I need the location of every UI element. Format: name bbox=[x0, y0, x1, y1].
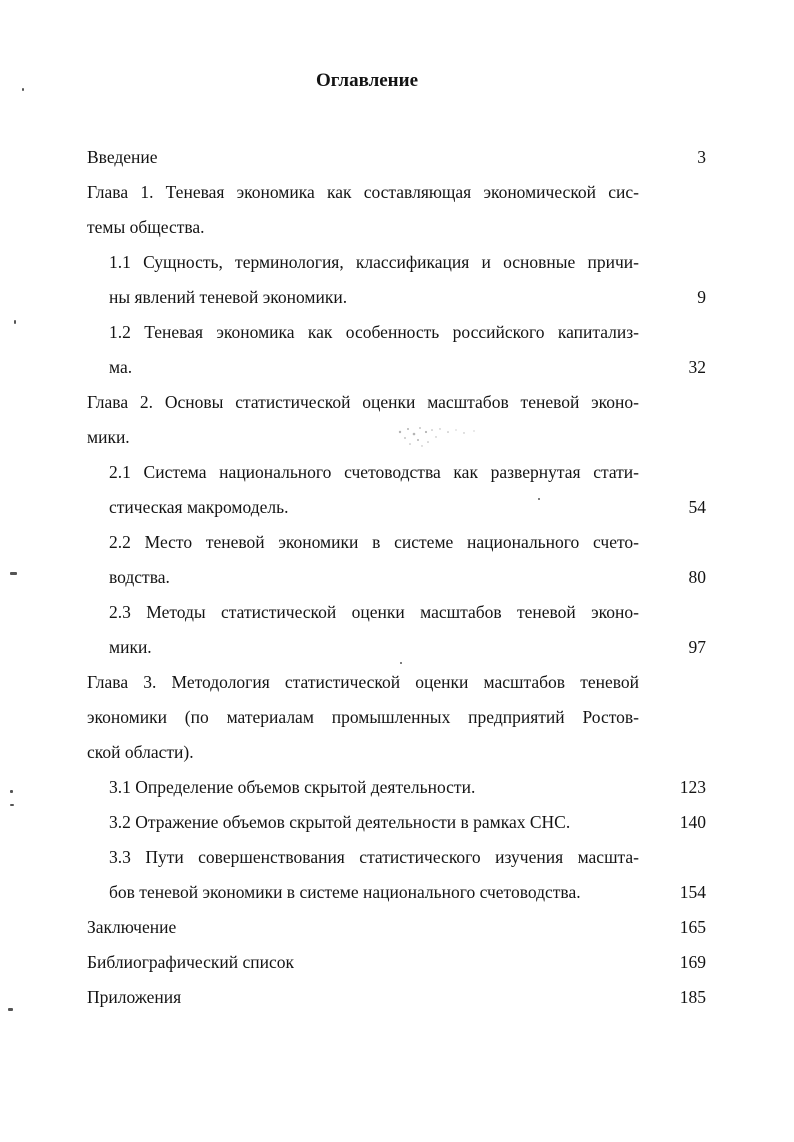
toc-page-number: 185 bbox=[679, 987, 706, 1007]
toc-entry-line: водства. bbox=[109, 567, 170, 587]
toc-entry-title bbox=[87, 910, 639, 945]
toc-subsection bbox=[87, 840, 706, 910]
scan-speck bbox=[10, 804, 14, 806]
toc-entry-line: Введение bbox=[87, 147, 158, 167]
toc-entry-line: 2.1 Система национального счетоводства как развернутая стати- bbox=[109, 462, 639, 482]
toc-entry-title bbox=[87, 945, 639, 980]
toc-subsection bbox=[87, 525, 706, 595]
scan-speck bbox=[14, 320, 16, 324]
toc-section bbox=[87, 665, 706, 770]
toc-section bbox=[87, 945, 706, 980]
scan-smudge bbox=[370, 420, 500, 460]
toc-section bbox=[87, 980, 706, 1015]
toc-page-number: 165 bbox=[679, 917, 706, 937]
toc-entry-line: 2.3 Методы статистической оценки масштабов теневой эконо- bbox=[109, 602, 639, 622]
toc-subsection bbox=[87, 245, 706, 315]
toc-entry-title bbox=[109, 525, 639, 595]
toc-subsection bbox=[87, 805, 706, 840]
toc-entry-line: 3.3 Пути совершенствования статистического изучения масшта- bbox=[109, 847, 639, 867]
toc-page-number: 97 bbox=[688, 637, 706, 657]
toc-subsection bbox=[87, 770, 706, 805]
toc-page-number: 32 bbox=[688, 357, 706, 377]
toc-page-number: 154 bbox=[679, 882, 706, 902]
toc-page-number: 169 bbox=[679, 952, 706, 972]
toc-entry-title bbox=[87, 385, 639, 455]
scan-speck bbox=[400, 662, 402, 664]
toc-entry-title bbox=[109, 245, 639, 315]
toc-entry-line: бов теневой экономики в системе национального счетоводства. bbox=[109, 882, 581, 902]
toc-section bbox=[87, 140, 706, 175]
toc-entry-title bbox=[109, 840, 639, 910]
toc-page-number: 9 bbox=[697, 287, 706, 307]
scan-speck bbox=[10, 790, 13, 793]
toc-entry-title bbox=[109, 770, 639, 805]
toc-entry-title bbox=[87, 175, 639, 245]
toc-entry-line: Глава 3. Методология статистической оценки масштабов теневой bbox=[87, 672, 639, 692]
toc-entry-line: мики. bbox=[87, 427, 130, 447]
scan-speck bbox=[22, 88, 24, 91]
toc-section bbox=[87, 175, 706, 245]
toc-entry-title bbox=[87, 665, 639, 770]
toc-entry-line: Глава 1. Теневая экономика как составляющая экономической сис- bbox=[87, 182, 639, 202]
toc-entry-title bbox=[109, 455, 639, 525]
toc-entry-line: ны явлений теневой экономики. bbox=[109, 287, 348, 307]
toc-entry-line: Заключение bbox=[87, 917, 177, 937]
toc-entry-title bbox=[109, 805, 639, 840]
toc-page-number: 54 bbox=[688, 497, 706, 517]
toc-entry-line: Библиографический список bbox=[87, 952, 295, 972]
toc-entry-title bbox=[109, 595, 639, 665]
toc-entry-line: ма. bbox=[109, 357, 133, 377]
toc-entry-line: 2.2 Место теневой экономики в системе национального счето- bbox=[109, 532, 639, 552]
toc-section bbox=[87, 910, 706, 945]
toc-page-number: 123 bbox=[679, 777, 706, 797]
toc-page-number: 80 bbox=[688, 567, 706, 587]
toc-entry-line: экономики (по материалам промышленных предприятий Ростов- bbox=[87, 707, 639, 727]
toc-entry-line: Приложения bbox=[87, 987, 182, 1007]
toc-entry-line: темы общества. bbox=[87, 217, 205, 237]
toc-subsection bbox=[87, 315, 706, 385]
toc-page-number: 140 bbox=[679, 812, 706, 832]
toc-entry-line: Глава 2. Основы статистической оценки масштабов теневой эконо- bbox=[87, 392, 639, 412]
scan-speck bbox=[8, 1008, 13, 1011]
scan-speck bbox=[10, 572, 17, 575]
scan-speck bbox=[538, 498, 540, 500]
toc-entry-line: мики. bbox=[109, 637, 152, 657]
toc-entry-line: ской области). bbox=[87, 742, 194, 762]
toc-entry-title bbox=[87, 140, 639, 175]
table-of-contents bbox=[87, 140, 706, 1015]
toc-entry-line: 1.1 Сущность, терминология, классификация и основные причи- bbox=[109, 252, 639, 272]
page-title: Оглавление bbox=[315, 70, 419, 91]
toc-entry-title bbox=[87, 980, 639, 1015]
toc-entry-line: 3.1 Определение объемов скрытой деятельности. bbox=[109, 777, 476, 797]
toc-entry-line: 3.2 Отражение объемов скрытой деятельности в рамках СНС. bbox=[109, 812, 571, 832]
toc-subsection bbox=[87, 595, 706, 665]
toc-subsection bbox=[87, 455, 706, 525]
toc-entry-title bbox=[109, 315, 639, 385]
toc-page-number: 3 bbox=[697, 147, 706, 167]
toc-entry-line: стическая макромодель. bbox=[109, 497, 289, 517]
toc-entry-line: 1.2 Теневая экономика как особенность российского капитализ- bbox=[109, 322, 639, 342]
